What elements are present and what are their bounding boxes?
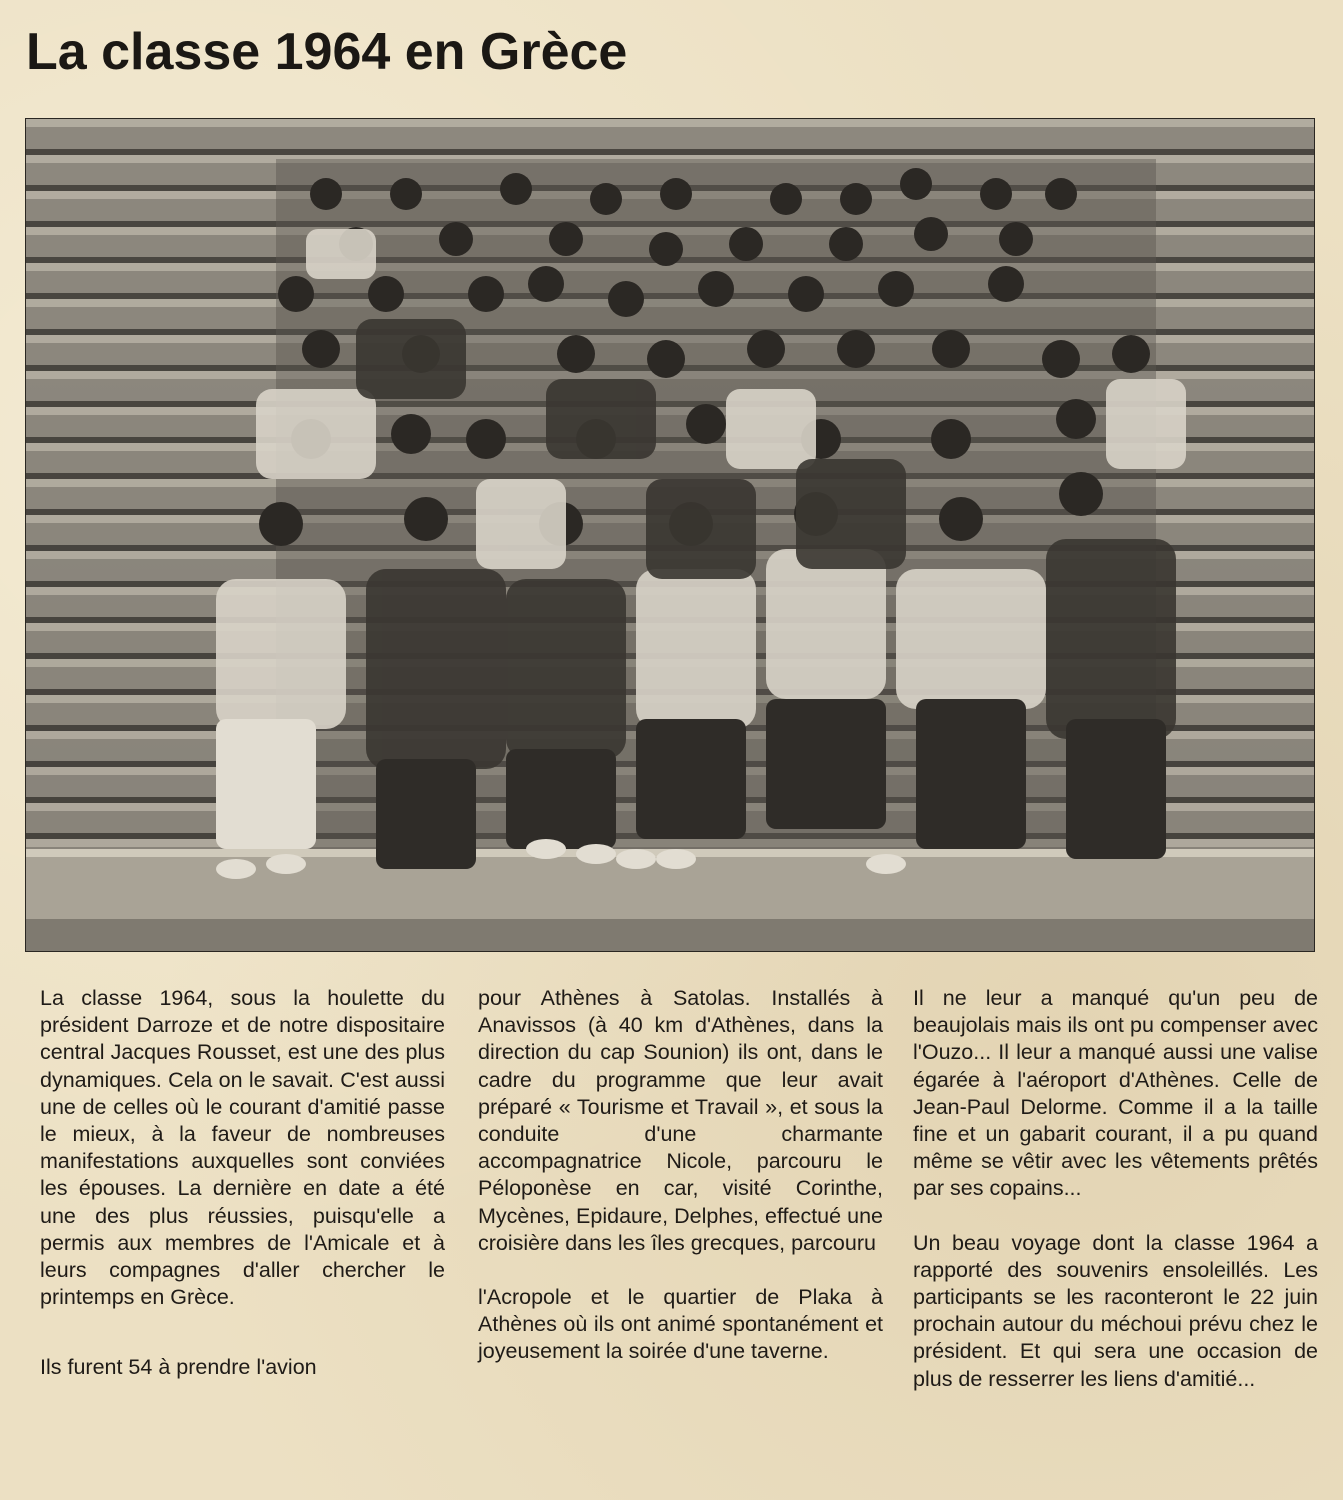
column-3-paragraph-2: Un beau voyage dont la classe 1964 a rapporté des souvenirs ensoleillés. Les participants se les raconteront le 22 juin prochain autour du méchoui prévu chez le président. Et qui sera une occasion de plus de resserrer les liens d'amitié... [913,1230,1318,1391]
column-1-paragraph-1: La classe 1964, sous la houlette du président Darroze et de notre dispositaire central Jacques Rousset, est une des plus dynamiques. Cela on le savait. C'est aussi une de celles où le courant d'amitié passe le mieux, à la faveur de nombreuses manifestations auxquelles sont conviées les épouses. La dernière en date a été une des plus réussies, puisqu'elle a permis aux membres de l'Amicale et à leurs compagnes d'aller chercher le printemps en Grèce. [40,986,445,1310]
article-column-3 [913,985,1318,1420]
column-2-paragraph-2: l'Acropole et le quartier de Plaka à Athènes où ils ont animé spontanément et joyeusement la soirée d'une taverne. [478,1285,883,1364]
group-photo [25,118,1315,952]
group-photo-icon [26,119,1314,951]
column-1-paragraph-2: Ils furent 54 à prendre l'avion [40,1355,317,1380]
headline: La classe 1964 en Grèce [26,23,628,81]
article-column-2 [478,985,883,1393]
article-column-1 [40,985,445,1409]
column-3-paragraph-1: Il ne leur a manqué qu'un peu de beaujolais mais ils ont pu compenser avec l'Ouzo... Il leur a manqué aussi une valise égarée à l'aéroport d'Athènes. Celle de Jean-Paul Delorme. Comme il a la taille fine et un gabarit courant, il a pu quand même se vêtir avec les vêtements prêtés par ses copains... [913,986,1318,1201]
column-2-paragraph-1: pour Athènes à Satolas. Installés à Anavissos (à 40 km d'Athènes, dans la direction du cap Sounion) ils ont, dans le cadre du programme que leur avait préparé « Tourisme et Travail », et sous la conduite d'une charmante accompagnatrice Nicole, parcouru le Péloponèse en car, visité Corinthe, Mycènes, Epidaure, Delphes, effectué une croisière dans les îles grecques, parcouru [478,986,883,1255]
